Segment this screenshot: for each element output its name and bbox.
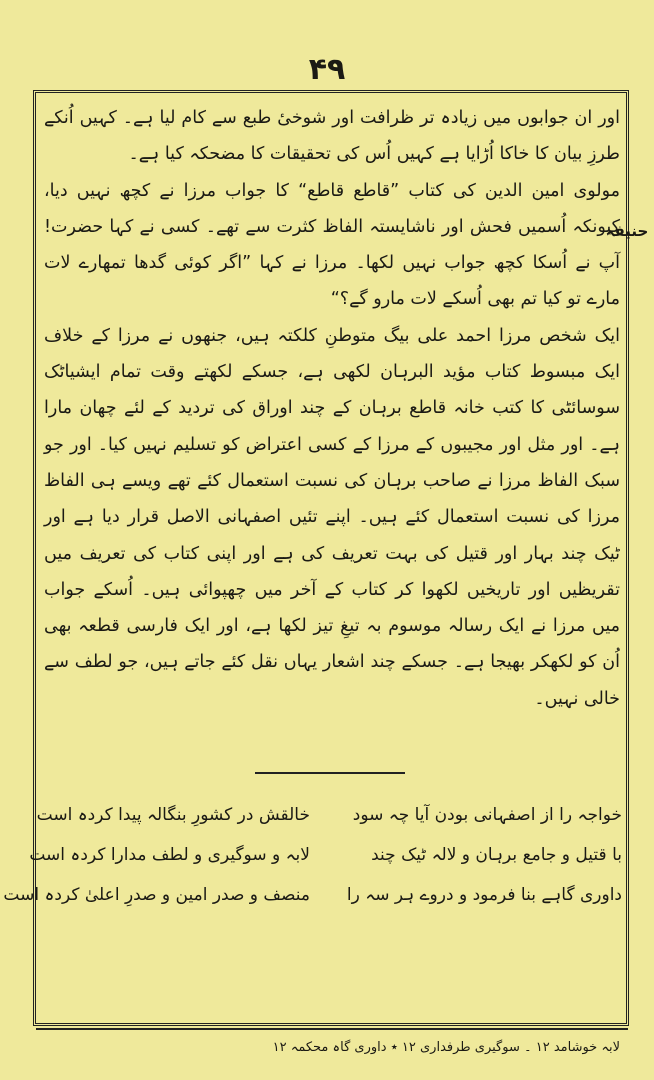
margin-note: حنیفہ [605, 222, 649, 240]
poem-verse-3 [3, 875, 622, 915]
verse-3-second-hemistich: منصف و صدر امین و صدرِ اعلیٰ کردہ است [3, 885, 310, 905]
persian-poem [3, 795, 622, 915]
body-text [44, 100, 620, 717]
underline-mark [255, 772, 405, 774]
poem-verse-1 [36, 795, 622, 835]
paragraph-2: مولوی امین الدین کی کتاب ”قاطع قاطع“ کا جواب مرزا نے کچھ نہیں دیا، کیونکہ اُسمیں فحش اور ناشایستہ الفاظ کثرت سے تھے۔ کسی نے کہا حضرت! آپ نے اُسکا کچھ جواب نہیں لکھا۔ مرزا نے کہا ”اگر کوئی گدھا تمھارے لات مارے تو کیا تم بھی اُسکے لات مارو گے؟“ [44, 180, 620, 310]
verse-1-second-hemistich: خالقش در کشورِ بنگالہ پیدا کردہ است [36, 805, 310, 825]
verse-3-first-hemistich: داوری گاہے بنا فرمود و دروے ہر سہ را [346, 885, 622, 905]
paragraph-3: ایک شخص مرزا احمد علی بیگ متوطنِ کلکتہ ہیں، جنھوں نے مرزا کے خلاف ایک مبسوط کتاب مؤید البرہان لکھی ہے، جسکے لکھتے وقت تمام ایشیاٹک سوسائٹی کا کتب خانہ قاطع برہان کے چند اوراق کی تردید کے لئے چھان مارا ہے۔ اور مثل اور مجیبوں کے مرزا کے کسی اعتراض کو تسلیم نہیں کیا۔ اور جو سبک الفاظ مرزا نے صاحب برہان کی نسبت استعمال کئے تھے ویسے ہی الفاظ مرزا کی نسبت استعمال کئے ہیں۔ اپنے تئیں اصفہانی الاصل قرار دیا ہے اور ٹیک چند بہار اور قتیل کی بہت تعریف کی ہے اور اپنی کتاب کی تعریف میں تقریظیں اور تاریخیں لکھوا کر کتاب کے آخر میں چھپوائی ہیں۔ اُسکے جواب میں مرزا نے ایک رسالہ موسوم بہ تیغِ تیز لکھا ہے، اور ایک فارسی قطعہ بھی اُن کو لکھکر بھیجا ہے۔ جسکے چند اشعار یہاں نقل کئے جاتے ہیں، جو لطف سے خالی نہیں۔ [44, 325, 620, 709]
paragraph-1: اور ان جوابوں میں زیادہ تر ظرافت اور شوخیٔ طبع سے کام لیا ہے۔ کہیں اُنکے طرزِ بیان کا خاکا اُڑایا ہے کہیں اُس کی تحقیقات کا مضحکہ کیا ہے۔ [44, 108, 620, 165]
verse-2-first-hemistich: با قتیل و جامع برہان و لالہ ٹیک چند [371, 845, 622, 865]
verse-1-first-hemistich: خواجہ را از اصفہانی بودن آیا چہ سود [352, 805, 622, 825]
poem-verse-2 [29, 835, 622, 875]
page-number: ۴۹ [308, 52, 346, 87]
verse-2-second-hemistich: لابہ و سوگیری و لطف مدارا کردہ است [29, 845, 310, 865]
footnote-divider [36, 1028, 628, 1030]
footnote: لابہ خوشامد ۱۲ ۔ سوگیری طرفداری ۱۲ ٭ داوری گاہ محکمہ ۱۲ [272, 1040, 620, 1055]
